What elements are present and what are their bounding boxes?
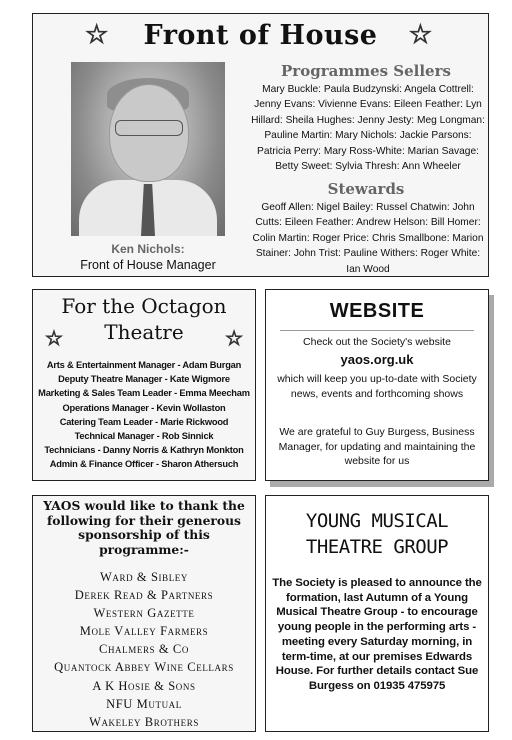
- website-intro: Check out the Society's website: [303, 336, 451, 348]
- sponsors-list: [33, 568, 255, 731]
- staff-line: Technical Manager - Rob Sinnick: [74, 431, 214, 442]
- website-url-link[interactable]: yaos.org.uk: [340, 352, 414, 367]
- sponsor-item: Chalmers & Co: [99, 642, 189, 657]
- staff-line: Arts & Entertainment Manager - Adam Burgan: [46, 360, 242, 370]
- sponsor-item: Derek Read & Partners: [74, 588, 214, 603]
- staff-line: Marketing & Sales Team Leader - Emma Meecham: [38, 388, 250, 399]
- young-musical-theatre-panel: [265, 495, 489, 732]
- manager-role: Front of House Manager: [80, 258, 216, 272]
- octagon-title: [33, 293, 255, 345]
- front-of-house-title: Front of House: [143, 20, 378, 51]
- staff-line: Admin & Finance Officer - Sharon Athersuch: [49, 459, 239, 470]
- sponsor-item: NFU Mutual: [106, 696, 182, 711]
- manager-photo: [71, 62, 225, 236]
- website-title: WEBSITE: [329, 300, 425, 322]
- sponsor-item: A K Hosie & Sons: [92, 678, 196, 693]
- young-musical-description: The Society is pleased to announce the formation, last Autumn of a Young Musical Theatre Group - to encourage young people in the performing arts - meeting every Saturday morning, in term-time, at our premises Edwards House. For further details contact Sue Burgess on 01935 475975: [272, 577, 482, 692]
- sponsor-item: Quantock Abbey Wine Cellars: [54, 660, 234, 675]
- staff-line: Deputy Theatre Manager - Kate Wigmore: [58, 374, 230, 385]
- young-musical-title: [266, 508, 488, 560]
- staff-line: Catering Team Leader - Marie Rickwood: [59, 416, 229, 427]
- programmes-sellers-heading: Programmes Sellers: [281, 62, 451, 80]
- sponsor-item: Ward & Sibley: [99, 570, 189, 584]
- octagon-theatre-panel: [32, 289, 256, 481]
- octagon-staff-list: [37, 358, 251, 472]
- star-icon: ☆: [225, 326, 243, 350]
- young-musical-title-line2: THEATRE GROUP: [305, 536, 449, 558]
- website-panel: [265, 289, 489, 481]
- website-divider: [280, 330, 474, 331]
- sponsor-item: Western Gazette: [93, 606, 195, 621]
- sponsors-panel: [32, 495, 256, 732]
- website-description: which will keep you up-to-date with Society news, events and forthcoming shows: [277, 373, 477, 400]
- sponsor-item: Mole Valley Farmers: [79, 624, 209, 639]
- sponsors-heading: YAOS would like to thank the following for their generous sponsorship of this programme:-: [43, 498, 245, 557]
- stewards-heading: Stewards: [327, 180, 405, 198]
- octagon-title-line1: For the Octagon: [61, 294, 227, 318]
- front-of-house-panel: [32, 13, 489, 277]
- website-thanks: We are grateful to Guy Burgess, Business Manager, for updating and maintaining the website for us: [278, 426, 476, 467]
- staff-line: Technicians - Danny Norris & Kathryn Monkton: [44, 445, 244, 456]
- staff-line: Operations Manager - Kevin Wollaston: [62, 402, 226, 413]
- young-musical-title-line1: YOUNG MUSICAL: [305, 510, 449, 532]
- sponsor-item: Wakeley Brothers: [89, 714, 199, 729]
- star-icon: ☆: [408, 20, 432, 50]
- octagon-title-line2: Theatre: [104, 320, 184, 344]
- star-icon: ☆: [85, 20, 109, 50]
- manager-name: Ken Nichols:: [111, 242, 185, 256]
- programmes-sellers-list: Mary Buckle: Paula Budzynski: Angela Cottrell: Jenny Evans: Vivienne Evans: Eileen Feather: Lyn Hillard: Sheila Hughes: Jenny Jesty: Meg Longman: Pauline Martin: Mary Nichols: Jackie Parsons: Patricia Perry: Mary Ross-White: Marian Savage: Betty Sweet: Sylvia Thresh: Ann Wheeler: [251, 84, 485, 173]
- stewards-list: Geoff Allen: Nigel Bailey: Russel Chatwin: John Cutts: Eileen Feather: Andrew Helson: Bill Homer: Colin Martin: Roger Price: Chris Smallbone: Marion Stainer: John Trist: Pauline Withers: Roger White: Ian Wood: [252, 202, 484, 275]
- star-icon: ☆: [45, 326, 63, 350]
